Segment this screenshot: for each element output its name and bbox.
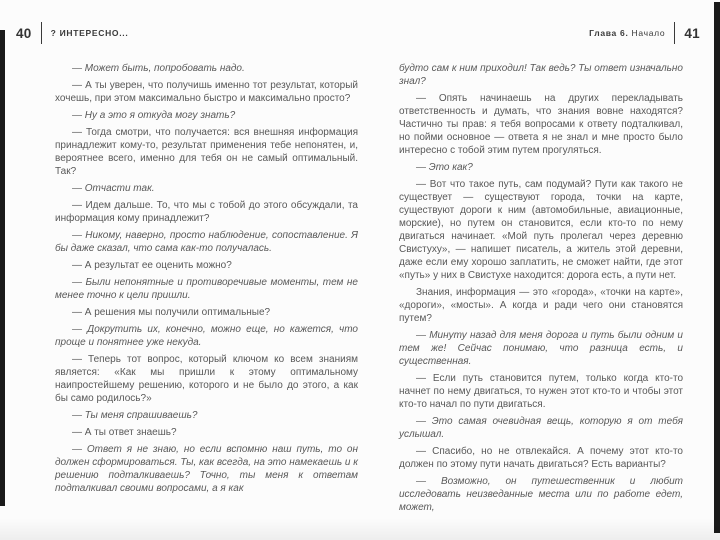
- paragraph: будто сам к ним приходил! Так ведь? Ты ответ изначально знал?: [399, 63, 683, 87]
- paragraph: — Возможно, он путешественник и любит исследовать неизведанные места или по работе едет, может,: [399, 476, 683, 513]
- page-text-right: [399, 62, 683, 518]
- paragraph: — Никому, наверно, просто наблюдение, сопоставление. Я бы даже сказал, что сама как-то получалась.: [55, 230, 358, 254]
- photo-edge-right: [714, 2, 720, 533]
- paragraph: — Спасибо, но не отвлекайся. А почему этот кто-то должен по этому пути начать двигаться? Есть варианты?: [399, 446, 683, 470]
- paragraph: Знания, информация — это «города», «точки на карте», «дороги», «мосты». А когда и ради чего они становятся путем?: [399, 287, 683, 324]
- paragraph: — Минуту назад для меня дорога и путь были одним и тем же! Сейчас понимаю, что разница есть, и существенная.: [399, 330, 683, 367]
- paragraph: — Докрутить их, конечно, можно еще, но кажется, что проще и понятнее уже некуда.: [55, 324, 358, 348]
- running-header-right: [589, 22, 700, 44]
- paragraph: — Если путь становится путем, только когда кто-то начнет по нему двигаться, то нужен этот кто-то и чтобы этот кто-то начал по пути двигаться.: [399, 373, 683, 410]
- page-number-left: 40: [16, 25, 32, 41]
- running-title-left: ? ИНТЕРЕСНО...: [50, 28, 129, 38]
- paragraph: — Тогда смотри, что получается: вся внешняя информация принадлежит кому-то, результат применения тебе непонятен, и, вероятнее всего, именно для тебя он не самый оптимальный. Так?: [55, 127, 358, 177]
- photo-edge-left: [0, 30, 5, 506]
- paragraph: — А решения мы получили оптимальные?: [72, 307, 271, 318]
- paragraph: — Может быть, попробовать надо.: [72, 63, 245, 74]
- running-header-left: [16, 22, 128, 44]
- paragraph: — Ну а это я откуда могу знать?: [72, 110, 236, 121]
- paragraph: — Идем дальше. То, что мы с тобой до этого обсуждали, та информация кому принадлежит?: [55, 200, 358, 224]
- header-divider-right: [674, 22, 675, 44]
- paragraph: — А ты уверен, что получишь именно тот результат, который хочешь, при этом максимально быстро и максимально просто?: [55, 80, 358, 104]
- header-divider-left: [41, 22, 42, 44]
- chapter-label: Глава 6.: [589, 28, 629, 38]
- paragraph: — Ты меня спрашиваешь?: [72, 410, 198, 421]
- paragraph: — Отчасти так.: [72, 183, 155, 194]
- running-title-right: [589, 28, 665, 38]
- paragraph: — Теперь тот вопрос, который ключом ко всем знаниям является: «Как мы пришли к этому оптимальному наипростейшему решению, которого и не было до этого, а как бы само родилось?»: [55, 354, 358, 404]
- paragraph: — Опять начинаешь на других перекладывать ответственность и думать, что знания вовне находятся? Частично ты прав: я тебя вопросами к ответу подталкивал, но пойми основное — ответа я не знал и мне просто было интересно с тобой этим путем прогуляться.: [399, 93, 683, 156]
- paragraph: — Ответ я не знаю, но если вспомню наш путь, то он должен сформироваться. Ты, как всегда, на это намекаешь и к решению подталкиваешь? Точно, ты меня к ответам подталкивал своими вопросами, а я как: [55, 444, 358, 494]
- paragraph: — Вот что такое путь, сам подумай? Пути как такого не существует — существуют города, точки на карте, существуют дороги к ним (автомобильные, авиационные, морские), но путем он становится, если кто-то по нему двигаться начинает. «Мой путь пролегал через деревню Свистуху», — напишет писатель, а житель этой деревни, даже если ему хорошо заплатить, не сможет найти, где этот «путь» у них в Свистухе находится: дорога есть, а пути нет.: [399, 179, 683, 281]
- page-text-left: [55, 62, 358, 499]
- paragraph: — Это самая очевидная вещь, которую я от тебя услышал.: [399, 416, 683, 440]
- chapter-title: Начало: [631, 28, 666, 38]
- paragraph: — А результат ее оценить можно?: [72, 260, 232, 271]
- page-number-right: 41: [684, 25, 700, 41]
- paragraph: — А ты ответ знаешь?: [72, 427, 177, 438]
- paragraph: — Были непонятные и противоречивые моменты, тем не менее точно к цели пришли.: [55, 277, 358, 301]
- paragraph: — Это как?: [416, 162, 473, 173]
